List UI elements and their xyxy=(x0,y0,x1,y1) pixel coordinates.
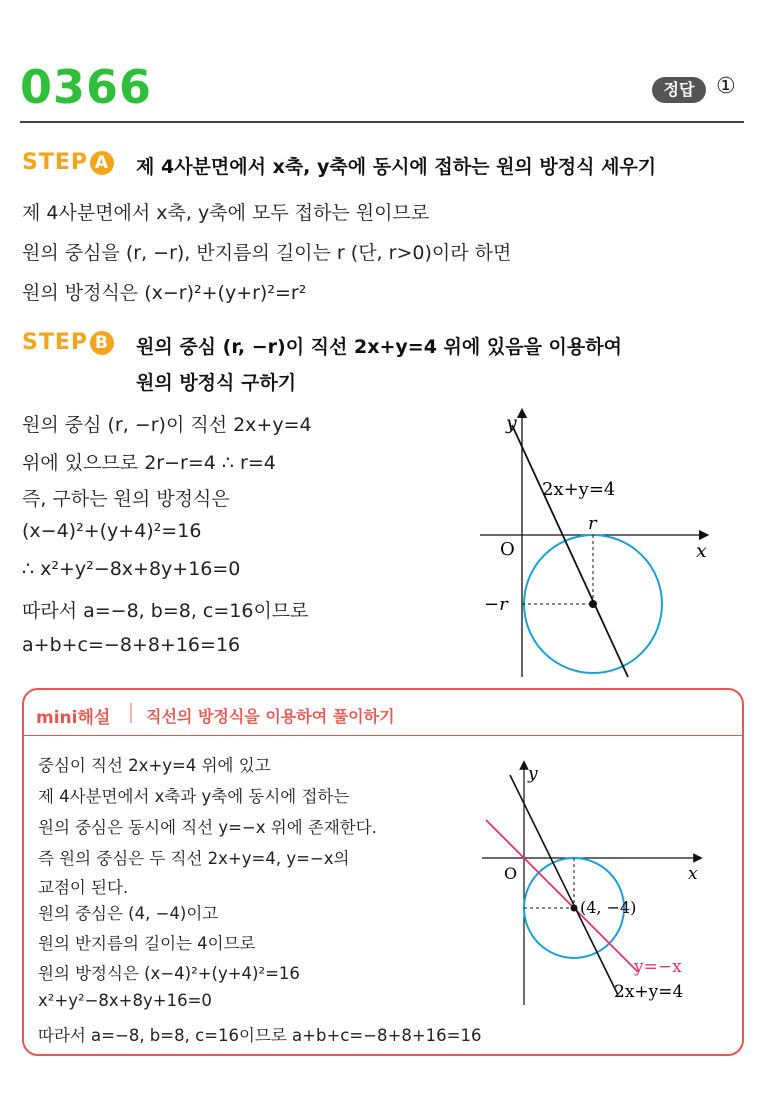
mini-line-3: 원의 중심은 동시에 직선 y=−x 위에 존재한다. xyxy=(38,818,377,837)
mini-line-6: 원의 중심은 (4, −4)이고 xyxy=(38,904,219,923)
mini-subtitle: 직선의 방정식을 이용하여 풀이하기 xyxy=(146,707,395,726)
mini-line-4: 즉 원의 중심은 두 직선 2x+y=4, y=−x의 xyxy=(38,849,350,868)
mini-line-5: 교점이 된다. xyxy=(38,878,129,897)
step-b-line-2: 위에 있으므로 2r−r=4 ∴ r=4 xyxy=(22,452,276,474)
header-divider xyxy=(20,121,744,123)
y-axis-label: y xyxy=(506,412,517,434)
step-a-badge: A xyxy=(90,151,114,175)
step-b-title-1: 원의 중심 (r, −r)이 직선 2x+y=4 위에 있음을 이용하여 xyxy=(136,336,622,358)
mini-title-separator xyxy=(130,703,132,723)
mini-point-label: (4, −4) xyxy=(580,898,637,917)
mini-line-9: x²+y²−8x+8y+16=0 xyxy=(38,991,212,1010)
mini-x-label: x xyxy=(688,864,698,884)
neg-r-label: −r xyxy=(484,594,508,615)
step-a-text: STEP xyxy=(22,150,89,175)
step-b-graph xyxy=(470,405,720,680)
step-b-text: STEP xyxy=(22,330,89,355)
line-2x-y-4 xyxy=(512,425,628,677)
mini-line-10: 따라서 a=−8, b=8, c=16이므로 a+b+c=−8+8+16=16 xyxy=(38,1026,482,1045)
step-b-line-3: 즉, 구하는 원의 방정식은 xyxy=(22,488,230,510)
step-a-line-2: 원의 중심을 (r, −r), 반지름의 길이는 r (단, r>0)이라 하면 xyxy=(22,242,512,264)
x-axis-label: x xyxy=(696,540,707,562)
r-label: r xyxy=(588,513,597,534)
origin-label: O xyxy=(500,539,515,560)
step-b-line-5: ∴ x²+y²−8x+8y+16=0 xyxy=(22,558,241,580)
step-b-line-7: a+b+c=−8+8+16=16 xyxy=(22,634,241,656)
mini-center-point xyxy=(571,905,578,912)
mini-title: mini해설 xyxy=(36,708,111,728)
mini-line-2x-y-4 xyxy=(510,775,618,995)
mini-line-7: 원의 반지름의 길이는 4이므로 xyxy=(38,934,256,953)
answer-value: ① xyxy=(716,74,736,99)
step-a-line-1: 제 4사분면에서 x축, y축에 모두 접하는 원이므로 xyxy=(22,202,430,224)
mini-line-8: 원의 방정식은 (x−4)²+(y+4)²=16 xyxy=(38,964,300,983)
mini-y-label: y xyxy=(528,764,538,784)
step-b-label xyxy=(22,330,114,355)
step-a-title: 제 4사분면에서 x축, y축에 동시에 접하는 원의 방정식 세우기 xyxy=(136,156,657,178)
problem-number: 0366 xyxy=(20,60,153,114)
step-a-label xyxy=(22,150,114,175)
step-b-line-6: 따라서 a=−8, b=8, c=16이므로 xyxy=(22,600,309,622)
center-point xyxy=(589,600,597,608)
mini-line1-label: 2x+y=4 xyxy=(614,982,684,1002)
step-b-badge: B xyxy=(90,331,114,355)
mini-origin-label: O xyxy=(504,864,518,883)
mini-line-1: 중심이 직선 2x+y=4 위에 있고 xyxy=(38,756,271,775)
step-b-line-4: (x−4)²+(y+4)²=16 xyxy=(22,520,202,542)
mini-header-divider xyxy=(24,735,742,736)
mini-line-2: 제 4사분면에서 x축과 y축에 동시에 접하는 xyxy=(38,787,350,806)
mini-graph xyxy=(470,755,732,1010)
mini-line2-label: y=−x xyxy=(634,957,682,977)
line-label: 2x+y=4 xyxy=(542,479,616,500)
step-b-title-2: 원의 방정식 구하기 xyxy=(136,372,297,394)
step-a-line-3: 원의 방정식은 (x−r)²+(y+r)²=r² xyxy=(22,282,307,304)
mini-line-y-neg-x xyxy=(486,820,638,972)
answer-badge: 정답 xyxy=(652,77,706,103)
step-b-line-1: 원의 중심 (r, −r)이 직선 2x+y=4 xyxy=(22,414,312,436)
